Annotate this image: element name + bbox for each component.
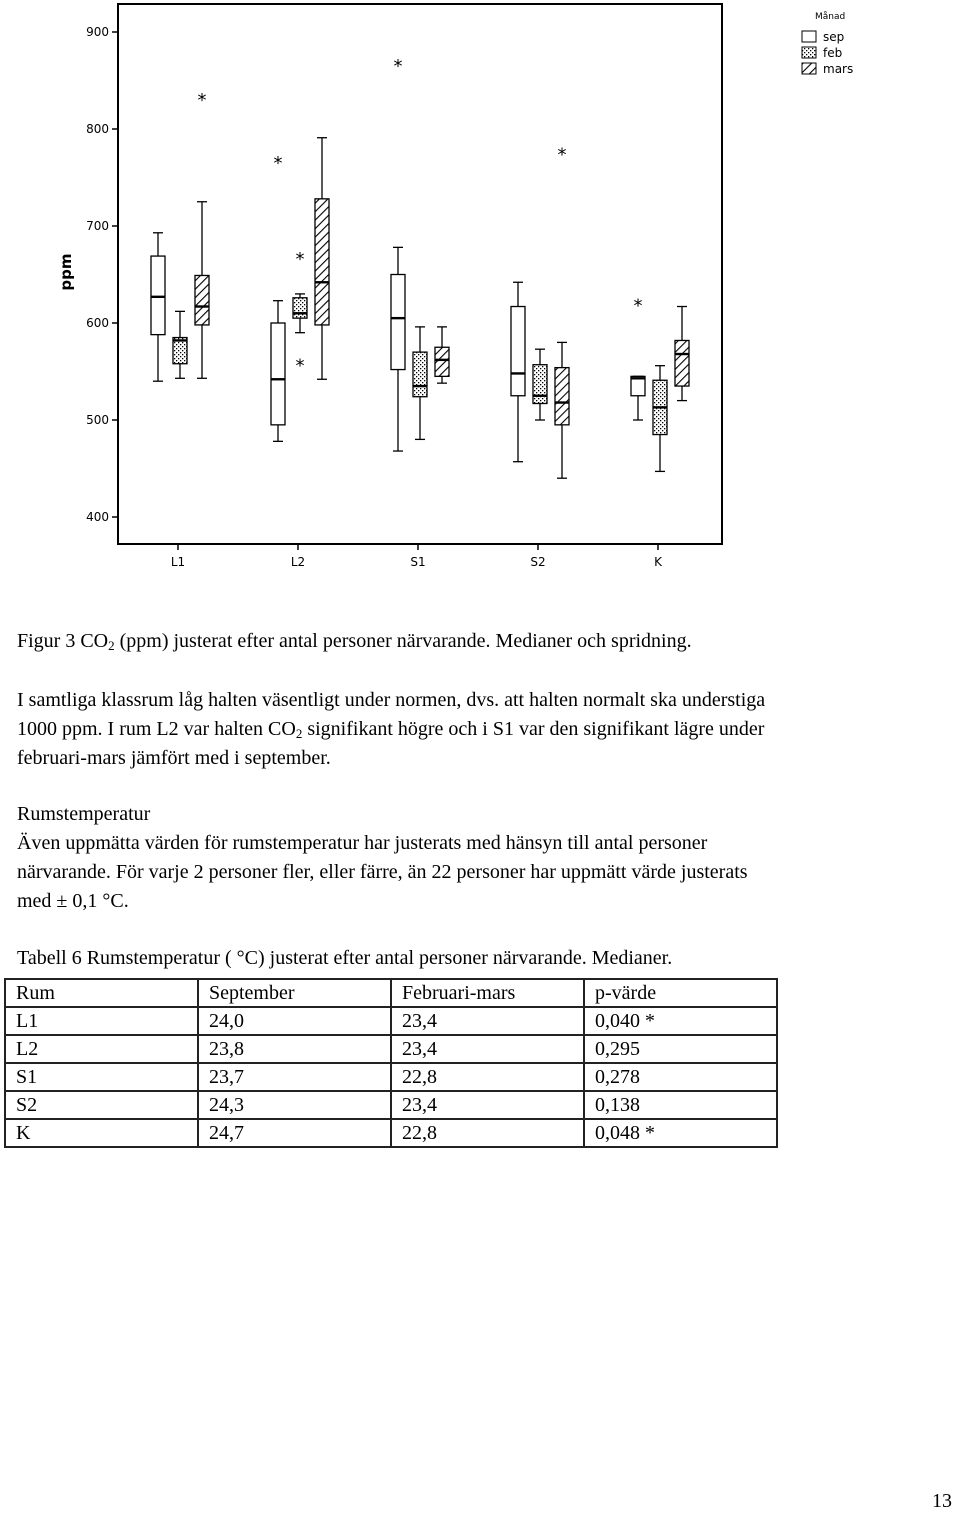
y-tick-label: 800 bbox=[86, 122, 109, 136]
outlier-star: * bbox=[295, 249, 305, 271]
outlier-star: * bbox=[273, 152, 283, 174]
legend-label: mars bbox=[823, 62, 854, 76]
y-tick-label: 600 bbox=[86, 316, 109, 330]
legend-swatch-mars bbox=[802, 63, 816, 74]
table-cell: 23,4 bbox=[391, 1035, 584, 1063]
header-cell: Rum bbox=[5, 979, 198, 1007]
boxplot-chart bbox=[0, 0, 960, 590]
box-mars bbox=[435, 347, 449, 376]
y-tick-label: 500 bbox=[86, 413, 109, 427]
header-cell: p-värde bbox=[584, 979, 777, 1007]
page-number: 13 bbox=[932, 1490, 952, 1512]
box-sep bbox=[391, 275, 405, 370]
table-row bbox=[5, 1091, 777, 1119]
figure-caption: Figur 3 $CO_2$ (ppm) justerat efter antal personer närvarande. Medianer och spridning. bbox=[17, 630, 692, 653]
paragraph-co2: I samtliga klassrum låg halten väsentligt under normen, dvs. att halten normalt ska understiga 1000 ppm. I rum L2 var halten $CO_2$ signifikant högre och i S1 var den signifikant lägre under februari-mars jämfört med i september. bbox=[17, 689, 766, 769]
box-mars bbox=[555, 368, 569, 425]
table-cell: 24,7 bbox=[198, 1119, 391, 1147]
legend-label: feb bbox=[823, 46, 843, 60]
box-sep bbox=[151, 256, 165, 335]
table-row bbox=[5, 1007, 777, 1035]
table-cell: 0,040 * bbox=[584, 1007, 777, 1035]
box-feb bbox=[533, 365, 547, 404]
box-mars bbox=[675, 340, 689, 386]
outlier-star: * bbox=[197, 89, 207, 111]
table-cell: 23,8 bbox=[198, 1035, 391, 1063]
x-tick-label: L1 bbox=[170, 555, 186, 569]
x-tick-label: L2 bbox=[290, 555, 306, 569]
box-sep bbox=[271, 323, 285, 425]
box-mars bbox=[315, 199, 329, 325]
y-axis-label: ppm bbox=[57, 253, 75, 291]
table-header-row bbox=[5, 979, 777, 1007]
table-cell: 22,8 bbox=[391, 1063, 584, 1091]
table-cell: 0,138 bbox=[584, 1091, 777, 1119]
table-row bbox=[5, 1063, 777, 1091]
table-row bbox=[5, 1119, 777, 1147]
temperature-table bbox=[4, 978, 778, 1148]
table-row bbox=[5, 1035, 777, 1063]
outlier-star: * bbox=[295, 355, 305, 377]
table-cell: 22,8 bbox=[391, 1119, 584, 1147]
table-cell: K bbox=[5, 1119, 198, 1147]
table-cell: S1 bbox=[5, 1063, 198, 1091]
box-sep bbox=[511, 307, 525, 396]
section-heading: Rumstemperatur bbox=[17, 803, 151, 825]
outlier-star: * bbox=[633, 295, 643, 317]
y-tick-label: 900 bbox=[86, 25, 109, 39]
x-tick-label: K bbox=[654, 555, 662, 569]
box-mars bbox=[195, 275, 209, 324]
outlier-star: * bbox=[393, 55, 403, 77]
table-cell: L2 bbox=[5, 1035, 198, 1063]
paragraph-temperature: Även uppmätta värden för rumstemperatur har justerats med hänsyn till antal personer närvarande. För varje 2 personer fler, eller färre, än 22 personer har uppmätt värde justerats med ± 0,1 °C. bbox=[17, 832, 748, 912]
y-tick-label: 700 bbox=[86, 219, 109, 233]
legend-title: Månad bbox=[815, 12, 846, 22]
box-feb bbox=[293, 298, 307, 318]
table-cell: 23,7 bbox=[198, 1063, 391, 1091]
legend-swatch-sep bbox=[802, 31, 816, 42]
table-cell: S2 bbox=[5, 1091, 198, 1119]
table-cell: L1 bbox=[5, 1007, 198, 1035]
x-tick-label: S2 bbox=[530, 555, 546, 569]
table-cell: 0,048 * bbox=[584, 1119, 777, 1147]
table-caption: Tabell 6 Rumstemperatur ( °C) justerat efter antal personer närvarande. Medianer. bbox=[17, 947, 673, 969]
table-cell: 24,3 bbox=[198, 1091, 391, 1119]
table-cell: 24,0 bbox=[198, 1007, 391, 1035]
legend-label: sep bbox=[823, 30, 845, 44]
plot-frame bbox=[118, 4, 722, 544]
legend-swatch-feb bbox=[802, 47, 816, 58]
y-tick-label: 400 bbox=[86, 510, 109, 524]
table-cell: 0,295 bbox=[584, 1035, 777, 1063]
table-cell: 23,4 bbox=[391, 1091, 584, 1119]
box-feb bbox=[413, 352, 427, 397]
x-tick-label: S1 bbox=[410, 555, 426, 569]
header-cell: Februari-mars bbox=[391, 979, 584, 1007]
table-cell: 23,4 bbox=[391, 1007, 584, 1035]
table-cell: 0,278 bbox=[584, 1063, 777, 1091]
outlier-star: * bbox=[557, 144, 567, 166]
header-cell: September bbox=[198, 979, 391, 1007]
